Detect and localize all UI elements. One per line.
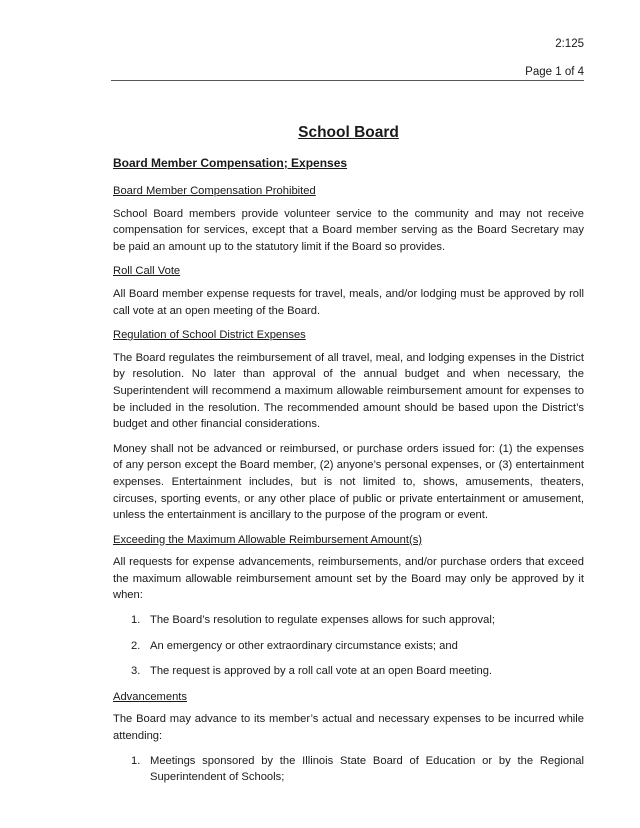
paragraph-regulation-1: The Board regulates the reimbursement of all travel, meal, and lodging expenses in the District by resolution. No later than approval of the annual budget and when necessary, the Superintendent will recommend a maximum allowable reimbursement amount for expenses to be included in the resolution. The recommended amount should be based upon the District’s budget and other financial considerations. <box>113 351 584 431</box>
list-item-number: 1. <box>131 614 141 627</box>
list-item-text: The Board’s resolution to regulate expenses allows for such approval; <box>150 614 495 627</box>
section-heading-compensation: Board Member Compensation Prohibited <box>113 185 316 197</box>
page-number: Page 1 of 4 <box>525 66 584 78</box>
policy-title: Board Member Compensation; Expenses <box>113 156 348 170</box>
paragraph-compensation: School Board members provide volunteer service to the community and may not receive compensation for services, except that a Board member serving as the Board Secretary may be paid an amount up to the statutory limit if the Board so provides. <box>113 207 584 253</box>
list-item-text: Meetings sponsored by the Illinois State Board of Education or by the Regional Superintendent of Schools; <box>150 754 584 784</box>
list-item <box>113 638 584 655</box>
document-title: School Board <box>298 124 399 141</box>
paragraph-advancements: The Board may advance to its member’s actual and necessary expenses to be incurred while attending: <box>113 713 584 743</box>
list-item-text: The request is approved by a roll call vote at an open Board meeting. <box>150 665 493 678</box>
header-divider <box>111 80 584 81</box>
advancements-list <box>113 753 584 786</box>
list-item <box>113 753 584 786</box>
list-item-number: 2. <box>131 639 141 652</box>
document-body <box>113 124 584 795</box>
policy-code: 2:125 <box>555 38 584 50</box>
list-item <box>113 663 584 680</box>
section-heading-exceeding: Exceeding the Maximum Allowable Reimbursement Amount(s) <box>113 533 423 546</box>
exceeding-conditions-list <box>113 612 584 680</box>
list-item-number: 1. <box>131 754 141 767</box>
list-item-number: 3. <box>131 665 141 678</box>
paragraph-regulation-2: Money shall not be advanced or reimbursed, or purchase orders issued for: (1) the expenses of any person except the Board member, (2) anyone’s personal expenses, or (3) entertainment expenses. Entertainment includes, but is not limited to, shows, amusements, theaters, circuses, sporting events, or any other place of public or private entertainment or amusement, unless the entertainment is ancillary to the purpose of the program or event. <box>113 442 584 522</box>
list-item <box>113 612 584 629</box>
section-heading-advancements: Advancements <box>113 690 188 703</box>
paragraph-roll-call: All Board member expense requests for travel, meals, and/or lodging must be approved by roll call vote at an open meeting of the Board. <box>113 287 584 317</box>
section-heading-roll-call: Roll Call Vote <box>113 265 181 278</box>
list-item-text: An emergency or other extraordinary circumstance exists; and <box>150 639 458 652</box>
section-heading-regulation: Regulation of School District Expenses <box>113 329 306 342</box>
paragraph-exceeding: All requests for expense advancements, reimbursements, and/or purchase orders that exceed the maximum allowable reimbursement amount set by the Board may only be approved by it when: <box>113 556 584 602</box>
